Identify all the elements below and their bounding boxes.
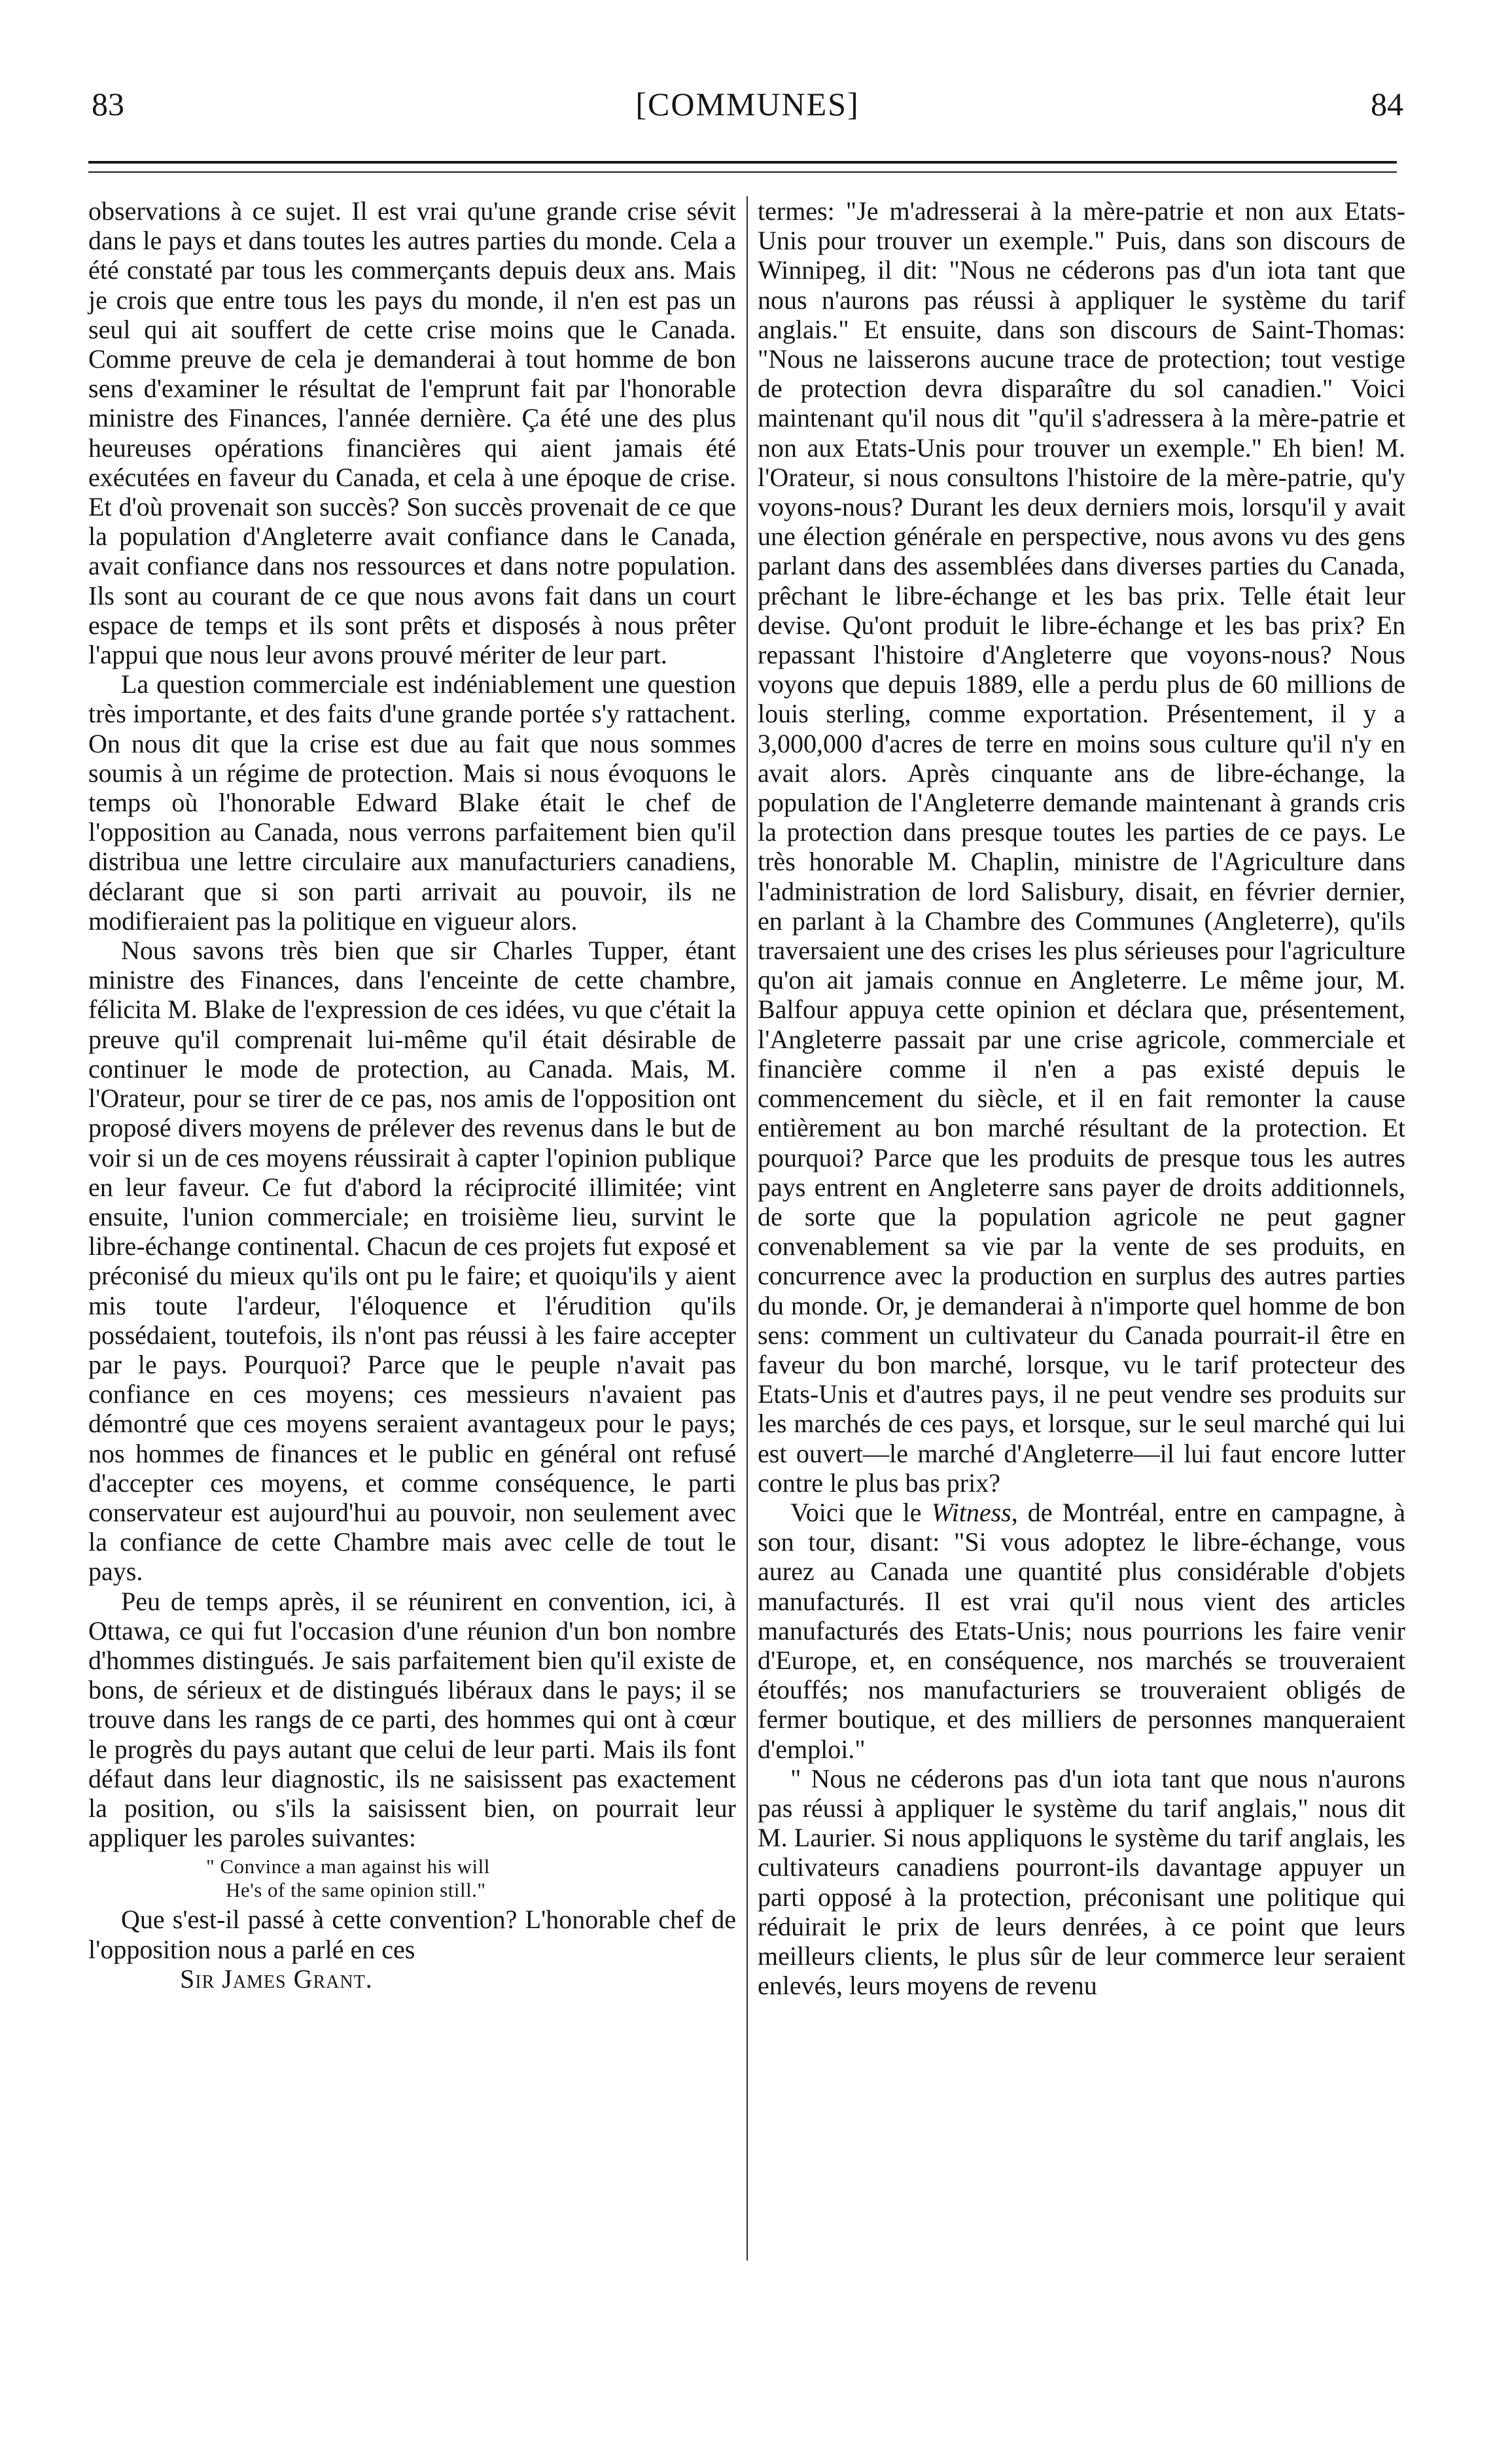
paragraph: termes: "Je m'adresserai à la mère-patrie et non aux Etats-Unis pour trouver un exemple." Puis, dans son discours de Winnipeg, il dit: "Nous ne céderons pas d'un iota tant que nous n'aurons pas réussi à appliquer le système du tarif anglais." Et ensuite, dans son discours de Saint-Thomas: "Nous ne laisserons aucune trace de protection; tout vestige de protection devra disparaître du sol canadien." Voici maintenant qu'il nous dit "qu'il s'adressera à la mère-patrie et non aux Etats-Unis pour trouver un exemple." Eh bien! M. l'Orateur, si nous consultons l'histoire de la mère-patrie, qu'y voyons-nous? Durant les deux derniers mois, lorsqu'il y avait une élection générale en perspective, nous avons vu des gens parlant dans des assemblées dans diverses parties du Canada, prêchant le libre-échange et les bas prix. Telle était leur devise. Qu'ont produit le libre-échange et les bas prix? En repassant l'histoire d'Angleterre que voyons-nous? Nous voyons que depuis 1889, elle a perdu plus de 60 millions de louis sterling, comme exportation. Présentement, il y a 3,000,000 d'acres de terre en moins sous culture qu'il n'y en avait alors. Après cinquante ans de libre-échange, la population de l'Angleterre demande maintenant à grands cris la protection dans presque toutes les parties de ce pays. Le très honorable M. Chaplin, ministre de l'Agriculture dans l'administration de lord Salisbury, disait, en février dernier, en parlant à la Chambre des Communes (Angleterre), qu'ils traversaient une des crises les plus sérieuses pour l'agriculture qu'on ait jamais connue en Angleterre. Le même jour, M. Balfour appuya cette opinion et déclara que, présentement, l'Angleterre passait par une crise agricole, commerciale et financière comme il n'en a pas existé depuis le commencement du siècle, et il en fait remonter la cause entièrement au bon marché résultant de la protection. Et pourquoi? Parce que les produits de presque tous les autres pays entrent en Angleterre sans payer de droits additionnels, de sorte que la population agricole ne peut gagner convenablement sa vie par la vente de ses produits, en concurrence avec la production en surplus des autres parties du monde. Or, je demanderai à n'importe quel homme de bon sens: comment un cultivateur du Canada pourrait-il être en faveur du bon marché, lorsque, vu le tarif protecteur des Etats-Unis et d'autres pays, il ne peut vendre ses produits sur les marchés de ces pays, et lorsque, sur le seul marché qui lui est ouvert—le marché d'Angleterre—il lui faut encore lutter contre le plus bas prix? — [758, 196, 1405, 1498]
verse-quote — [206, 1855, 736, 1902]
column-left — [88, 196, 736, 1994]
paragraph: Nous savons très bien que sir Charles Tupper, étant ministre des Finances, dans l'enceinte de cette chambre, félicita M. Blake de l'expression de ces idées, vu que c'était la preuve qu'il comprenait lui-même qu'il était désirable de continuer le mode de protection, au Canada. Mais, M. l'Orateur, pour se tirer de ce pas, nos amis de l'opposition ont proposé divers moyens de prélever des revenus dans le but de voir si un de ces moyens réussirait à capter l'opinion publique en leur faveur. Ce fut d'abord la réciprocité illimitée; vint ensuite, l'union commerciale; en troisième lieu, survint le libre-échange continental. Chacun de ces projets fut exposé et préconisé du mieux qu'ils ont pu le faire; et quoiqu'ils y aient mis toute l'ardeur, l'éloquence et l'érudition qu'ils possédaient, toutefois, ils n'ont pas réussi à les faire accepter par le pays. Pourquoi? Parce que le peuple n'avait pas confiance en ces moyens; ces messieurs n'avaient pas démontré que ces moyens seraient avantageux pour le pays; nos hommes de finances et le public en général ont refusé d'accepter ces moyens, et comme conséquence, le parti conservateur est aujourd'hui au pouvoir, non seulement avec la confiance de cette Chambre mais avec celle de tout le pays. — [88, 936, 736, 1587]
running-title: [COMMUNES] — [635, 86, 860, 122]
page-number-left: 83 — [92, 86, 124, 122]
quote-line: " Convince a man against his will — [206, 1855, 490, 1878]
header-rule-thick — [88, 161, 1397, 164]
paragraph: observations à ce sujet. Il est vrai qu'une grande crise sévit dans le pays et dans toutes les autres parties du monde. Cela a été constaté par tous les commerçants depuis deux ans. Mais je crois que entre tous les pays du monde, il n'en est pas un seul qui ait souffert de cette crise moins que le Canada. Comme preuve de cela je demanderai à tout homme de bon sens d'examiner le résultat de l'emprunt fait par l'honorable ministre des Finances, l'année dernière. Ça été une des plus heureuses opérations financières qui aient jamais été exécutées en faveur du Canada, et cela à une époque de crise. Et d'où provenait son succès? Son succès provenait de ce que la population d'Angleterre avait confiance dans le Canada, avait confiance dans nos ressources et dans notre population. Ils sont au courant de ce que nous avons fait dans un court espace de temps et ils sont prêts et disposés à nous prêter l'appui que nous leur avons prouvé mériter de leur part. — [88, 196, 736, 670]
newspaper-title: Witness — [931, 1497, 1011, 1527]
paragraph — [758, 1498, 1405, 1764]
paragraph: Que s'est-il passé à cette convention? L'honorable chef de l'opposition nous a parlé en ces — [88, 1905, 736, 1964]
header-rule-thin — [88, 171, 1397, 173]
column-right — [758, 196, 1405, 2000]
paragraph: Peu de temps après, il se réunirent en convention, ici, à Ottawa, ce qui fut l'occasion d'une réunion d'un bon nombre d'hommes distingués. Je sais parfaitement bien qu'il existe de bons, de sérieux et de distingués libéraux dans le pays; il se trouve dans les rangs de ce parti, des hommes qui ont à cœur le progrès du pays autant que celui de leur parti. Mais ils font défaut dans leur diagnostic, ils ne saisissent pas exactement la position, ou s'ils la saisissent bien, on pourrait leur appliquer les paroles suivantes: — [88, 1586, 736, 1853]
paragraph: " Nous ne céderons pas d'un iota tant que nous n'aurons pas réussi à appliquer le système du tarif anglais," nous dit M. Laurier. Si nous appliquons le système du tarif anglais, les cultivateurs canadiens pourront-ils davantage appuyer un parti opposé à la protection, préconisant une politique qui réduirait le prix de leurs denrées, à ce point que leurs meilleurs clients, le plus sûr de leur commerce leur seraient enlevés, leurs moyens de revenu — [758, 1763, 1405, 2001]
quote-line: He's of the same opinion still." — [226, 1878, 486, 1902]
paragraph: La question commerciale est indéniablement une question très importante, et des faits d'une grande portée s'y rattachent. On nous dit que la crise est due au fait que nous sommes soumis à un régime de protection. Mais si nous évoquons le temps où l'honorable Edward Blake était le chef de l'opposition au Canada, nous verrons parfaitement bien qu'il distribua une lettre circulaire aux manufacturiers canadiens, déclarant que si son parti arrivait au pouvoir, ils ne modifieraient pas la politique en vigueur alors. — [88, 669, 736, 936]
text-run: Voici que le — [790, 1497, 932, 1527]
column-divider — [747, 196, 748, 2261]
text-run: , de Montréal, entre en campagne, à son tour, disant: "Si vous adoptez le libre-échange, vous aurez au Canada une quantité plus considérable d'objets manufacturés. Il est vrai qu'il nous vient des articles manufacturés des Etats-Unis; nous pourrions les faire venir d'Europe, et, en conséquence, nos marchés se trouveraient étouffés; nos manufacturiers se trouveraient obligés de fermer boutique, et des milliers de personnes manqueraient d'emploi." — [758, 1497, 1405, 1764]
page-header — [0, 0, 1495, 150]
page-number-right: 84 — [1371, 86, 1403, 122]
speaker-signature: Sir James Grant. — [180, 1963, 373, 1994]
